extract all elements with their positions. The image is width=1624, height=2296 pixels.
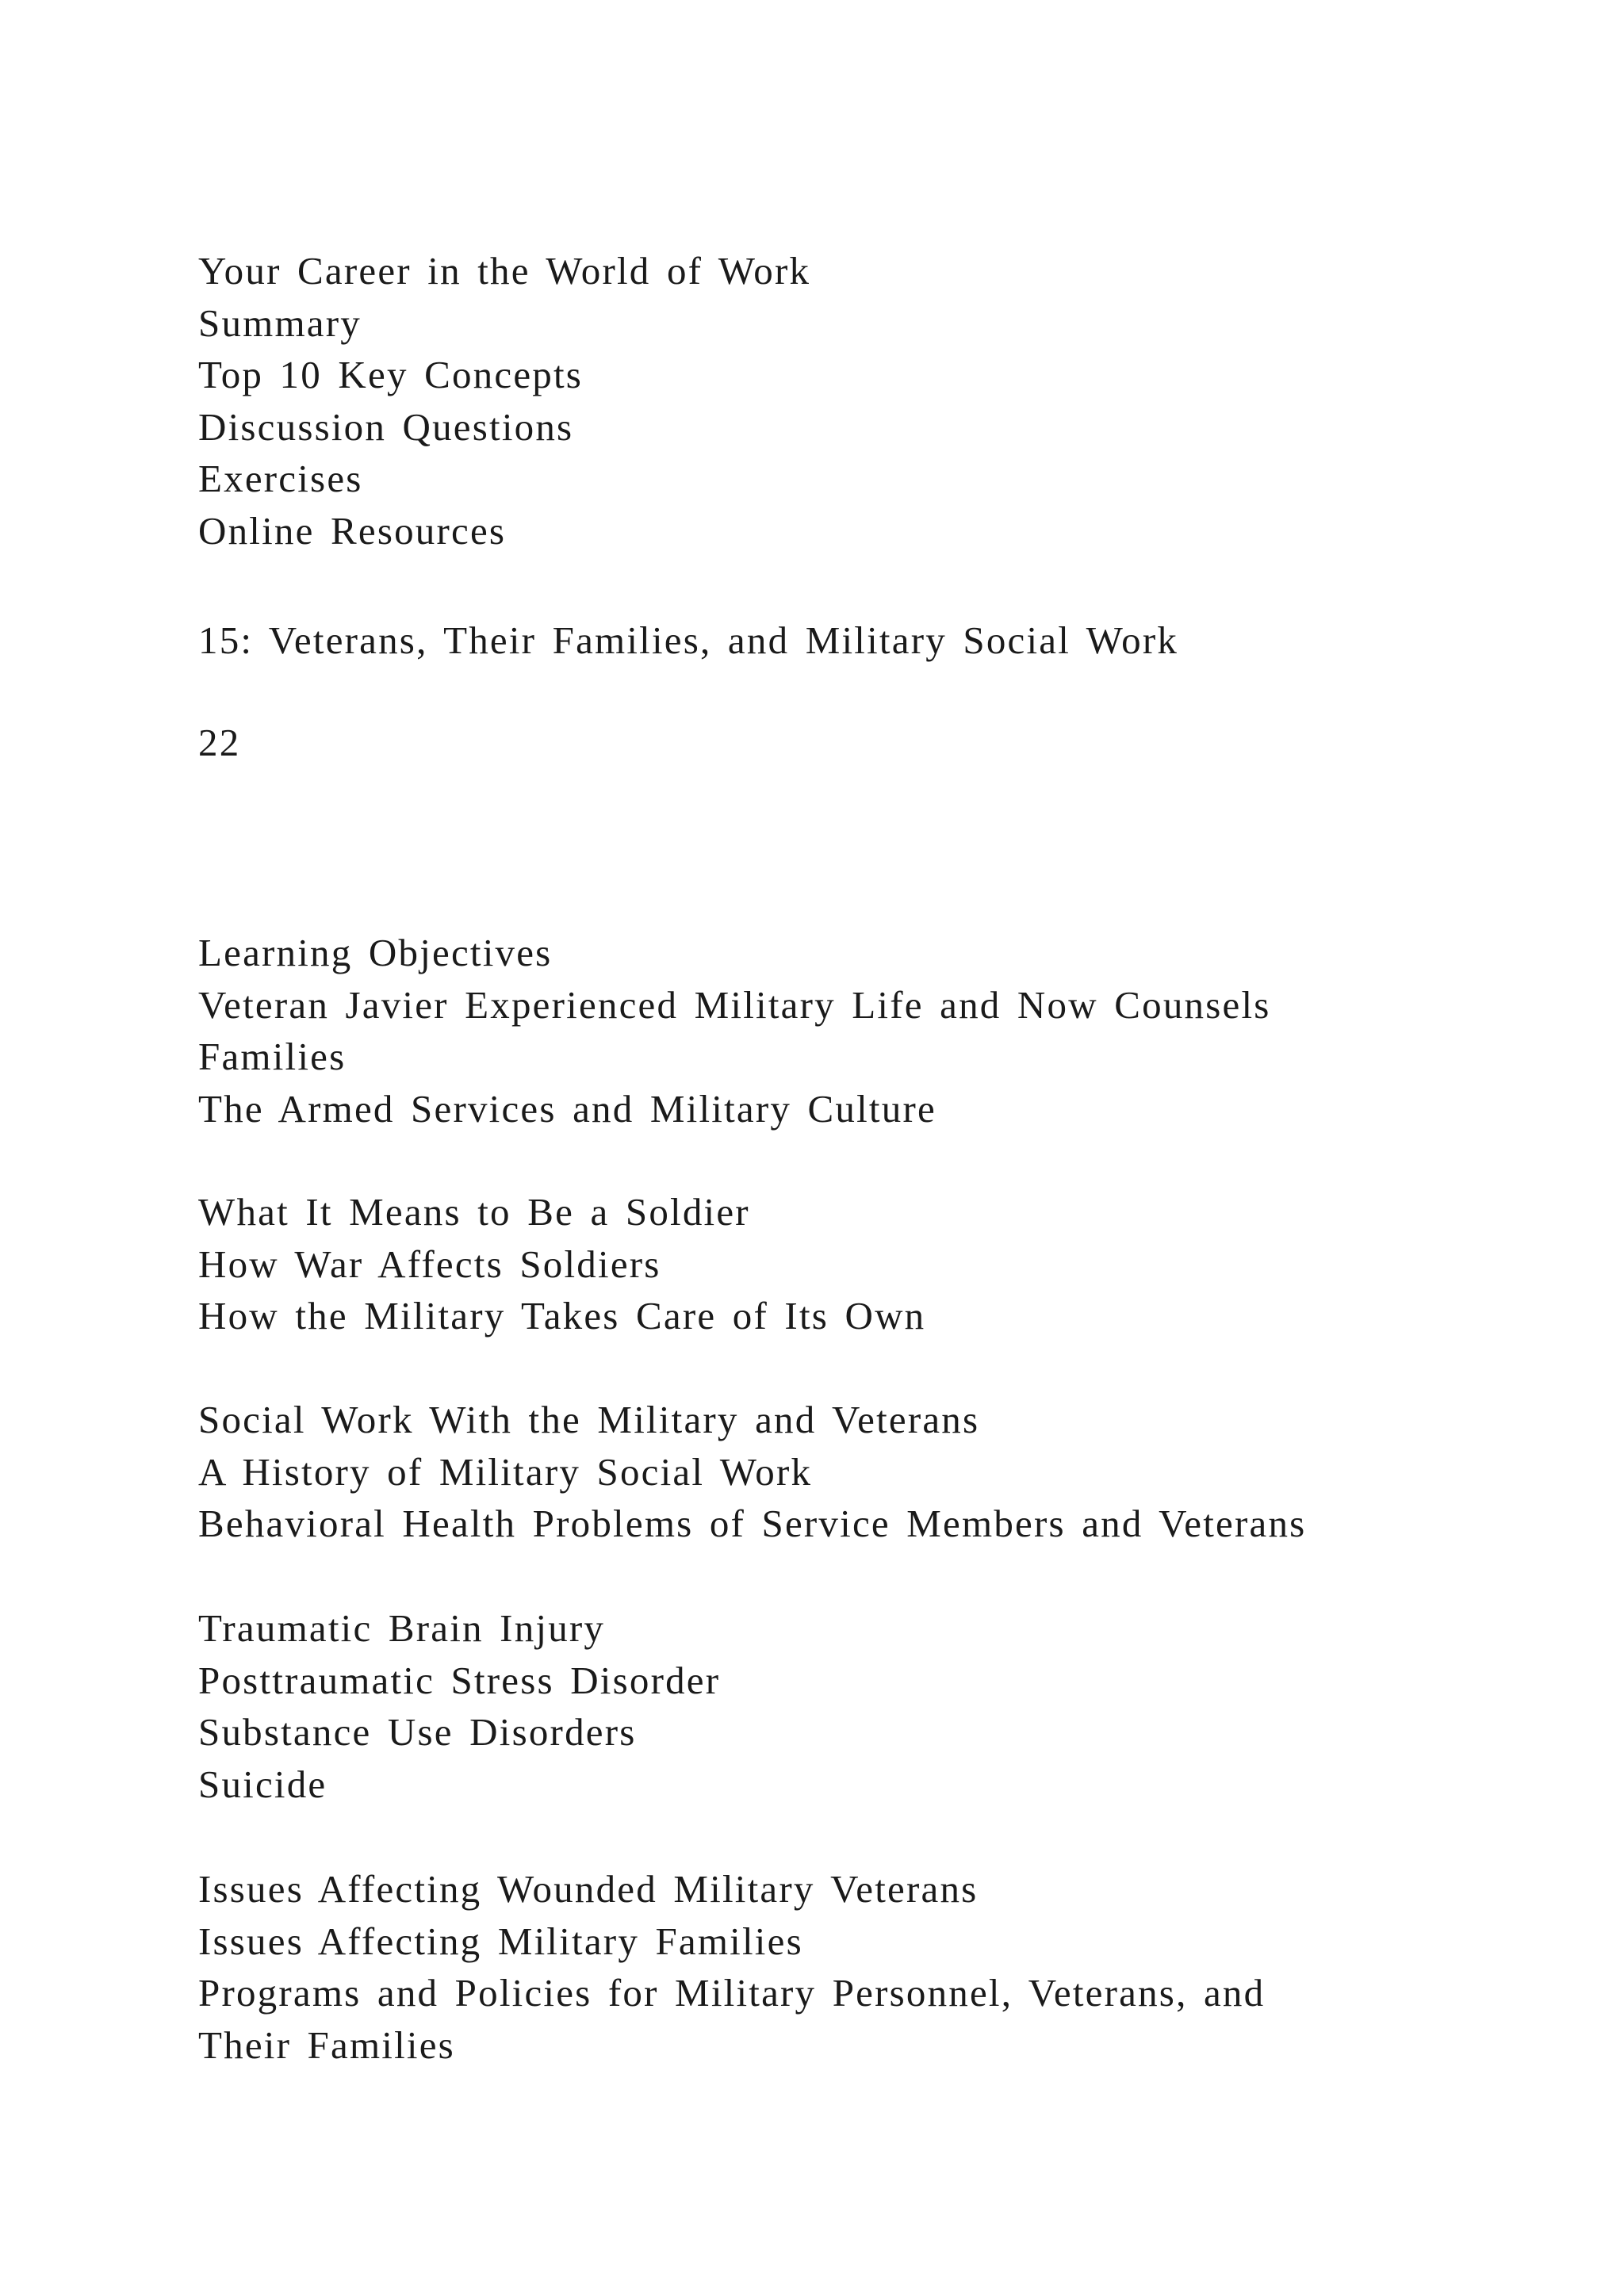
toc-line: Programs and Policies for Military Personnel, Veterans, and [198,1971,1266,2015]
issues-and-programs [198,1863,1546,2071]
chapter-15-heading [198,614,1546,667]
toc-line: Veteran Javier Experienced Military Life and Now Counsels [198,982,1271,1027]
toc-line: What It Means to Be a Soldier [198,1190,750,1234]
toc-line: Online Resources [198,508,507,553]
page-number: 22 [198,721,241,764]
toc-line: Issues Affecting Wounded Military Veterans [198,1867,979,1911]
toc-line: Suicide [198,1762,327,1806]
chapter-15-opening [198,927,1546,1135]
toc-line: Social Work With the Military and Veterans [198,1398,980,1441]
toc-line: How the Military Takes Care of Its Own [198,1294,926,1337]
chapter-title: 15: Veterans, Their Families, and Military Social Work [198,618,1179,662]
toc-line: Learning Objectives [198,931,553,974]
toc-line: Exercises [198,457,363,500]
toc-line: A History of Military Social Work [198,1449,813,1494]
health-problem-topics [198,1602,1546,1810]
toc-line: How War Affects Soldiers [198,1242,661,1286]
chapter-14-end-sections [198,245,1546,557]
toc-line: Their Families [198,2022,455,2067]
toc-line: Substance Use Disorders [198,1710,637,1754]
toc-line: Posttraumatic Stress Disorder [198,1658,721,1702]
social-work-topics [198,1394,1546,1550]
toc-line: Traumatic Brain Injury [198,1606,606,1650]
toc-line: Your Career in the World of Work [198,249,811,293]
page-number-block [198,717,1546,769]
toc-line: Issues Affecting Military Families [198,1919,803,1963]
toc-line: Top 10 Key Concepts [198,353,584,396]
toc-line: The Armed Services and Military Culture [198,1086,936,1131]
toc-line: Summary [198,300,362,345]
toc-line: Behavioral Health Problems of Service Members and Veterans [198,1502,1307,1545]
soldier-topics [198,1186,1546,1342]
toc-line: Families [198,1035,347,1078]
toc-line: Discussion Questions [198,404,574,449]
